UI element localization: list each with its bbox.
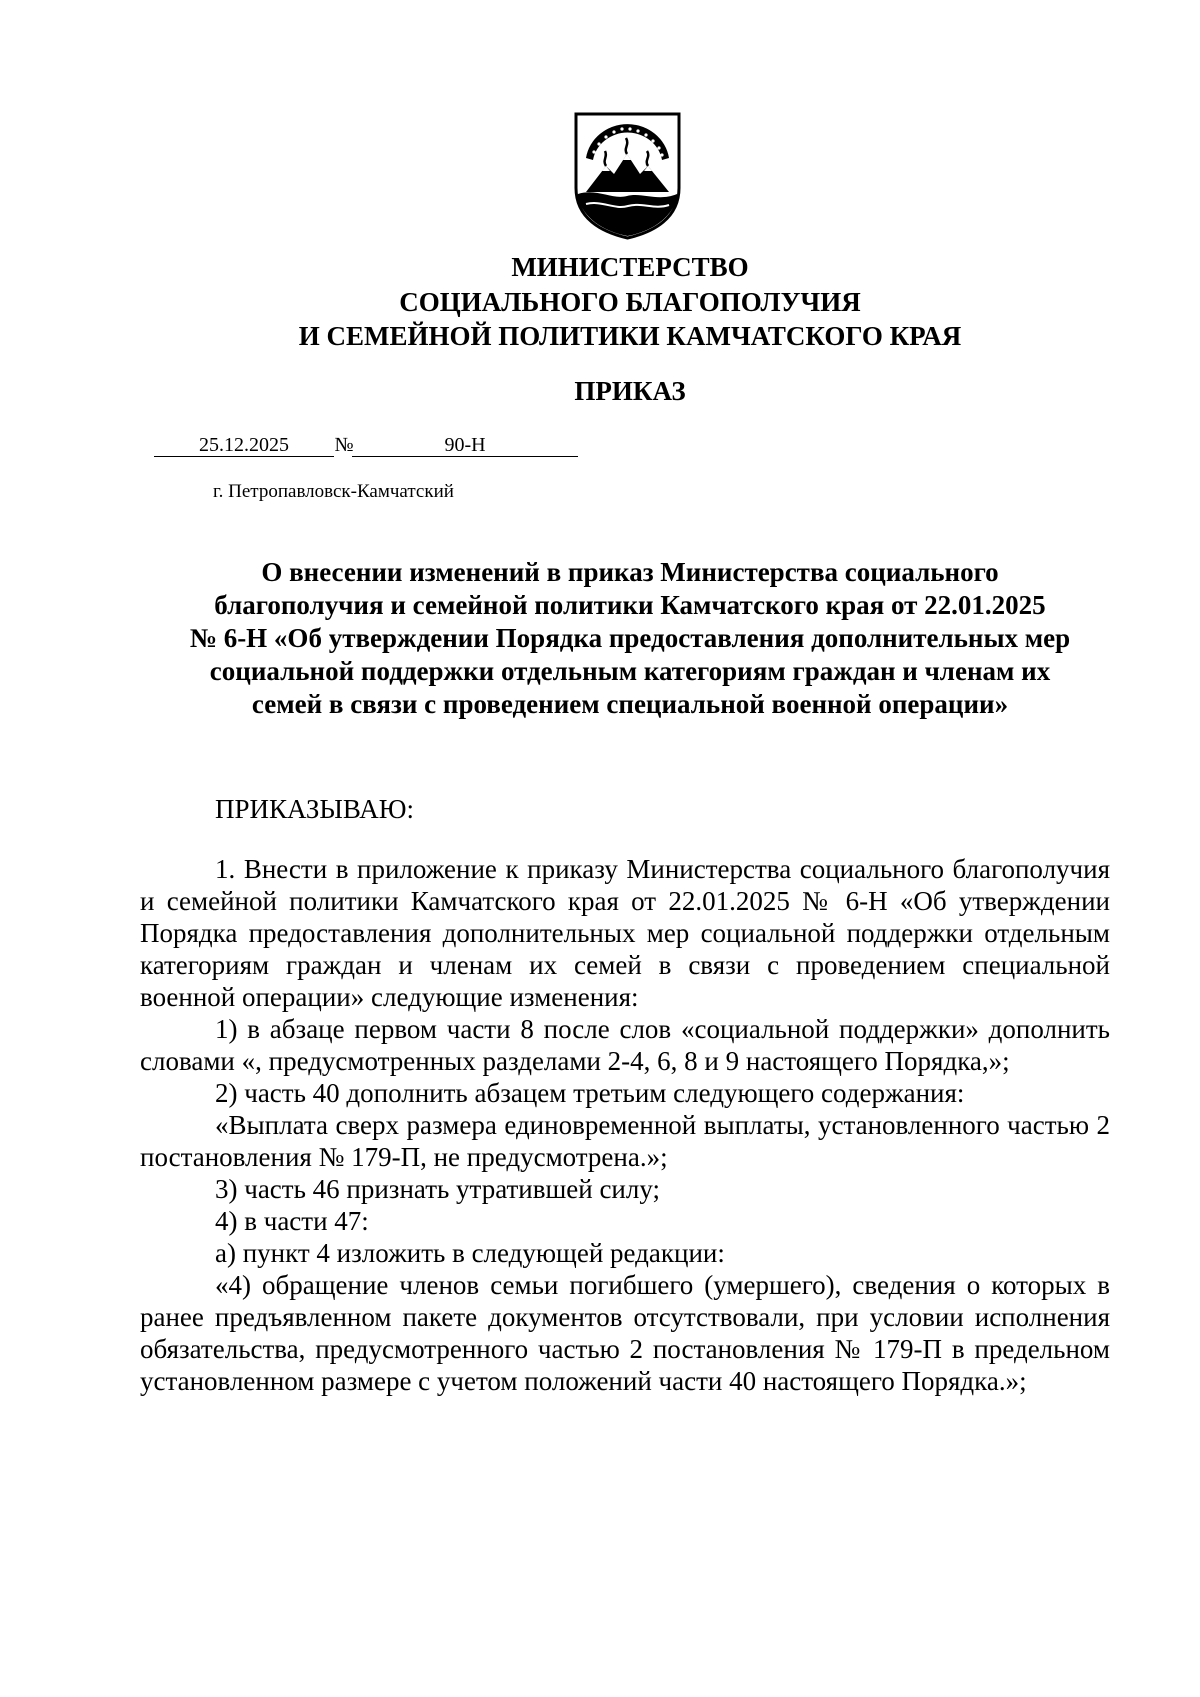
ministry-name-line-1: МИНИСТЕРСТВО bbox=[511, 252, 749, 282]
subject-line-4: социальной поддержки отдельным категориям граждан и членам их bbox=[209, 656, 1051, 686]
subject-line-3: № 6-Н «Об утверждении Порядка предоставления дополнительных мер bbox=[189, 623, 1071, 653]
paragraph-item-4: 4) в части 47: bbox=[215, 1206, 369, 1236]
subject-line-2: благополучия и семейной политики Камчатского края от 22.01.2025 bbox=[214, 590, 1046, 620]
paragraph-item-3: 3) часть 46 признать утратившей силу; bbox=[215, 1174, 660, 1204]
ministry-name-line-2: СОЦИАЛЬНОГО БЛАГОПОЛУЧИЯ bbox=[399, 287, 861, 317]
number-sign: № bbox=[334, 434, 354, 456]
paragraph-item-1: 1) в абзаце первом части 8 после слов «социальной поддержки» дополнить словами «, предусмотренных разделами 2-4, 6, 8 и 9 настоящего Порядка,»; bbox=[140, 1014, 1110, 1076]
document-type-title: ПРИКАЗ bbox=[574, 376, 686, 406]
paragraph-item-4a: а) пункт 4 изложить в следующей редакции: bbox=[215, 1238, 725, 1268]
order-number: 90-Н bbox=[352, 432, 578, 457]
city-of-issue: г. Петропавловск-Камчатский bbox=[213, 481, 454, 502]
command-word: ПРИКАЗЫВАЮ: bbox=[215, 794, 414, 824]
subject-line-1: О внесении изменений в приказ Министерства социального bbox=[261, 557, 999, 587]
ministry-name-line-3: И СЕМЕЙНОЙ ПОЛИТИКИ КАМЧАТСКОГО КРАЯ bbox=[298, 321, 962, 351]
order-body bbox=[140, 853, 1110, 1397]
order-subject-heading bbox=[140, 556, 1120, 721]
paragraph-item-4a-quote: «4) обращение членов семьи погибшего (умершего), сведения о которых в ранее предъявленном пакете документов отсутствовали, при условии исполнения обязательства, предусмотренного частью 2 постановления № 179-П в предельном установленном размере с учетом положений части 40 настоящего Порядка.»; bbox=[140, 1270, 1110, 1396]
kamchatka-coat-of-arms-emblem bbox=[572, 110, 683, 240]
order-date: 25.12.2025 bbox=[154, 432, 334, 457]
paragraph-item-2-quote: «Выплата сверх размера единовременной выплаты, установленного частью 2 постановления № 179-П, не предусмотрена.»; bbox=[140, 1110, 1110, 1172]
paragraph-1: 1. Внести в приложение к приказу Министерства социального благополучия и семейной политики Камчатского края от 22.01.2025 № 6-Н «Об утверждении Порядка предоставления дополнительных мер социальной поддержки отдельным категориям граждан и членам их семей в связи с проведением специальной военной операции» следующие изменения: bbox=[140, 854, 1110, 1012]
paragraph-item-2: 2) часть 40 дополнить абзацем третьим следующего содержания: bbox=[215, 1078, 965, 1108]
subject-line-5: семей в связи с проведением специальной военной операции» bbox=[251, 689, 1009, 719]
